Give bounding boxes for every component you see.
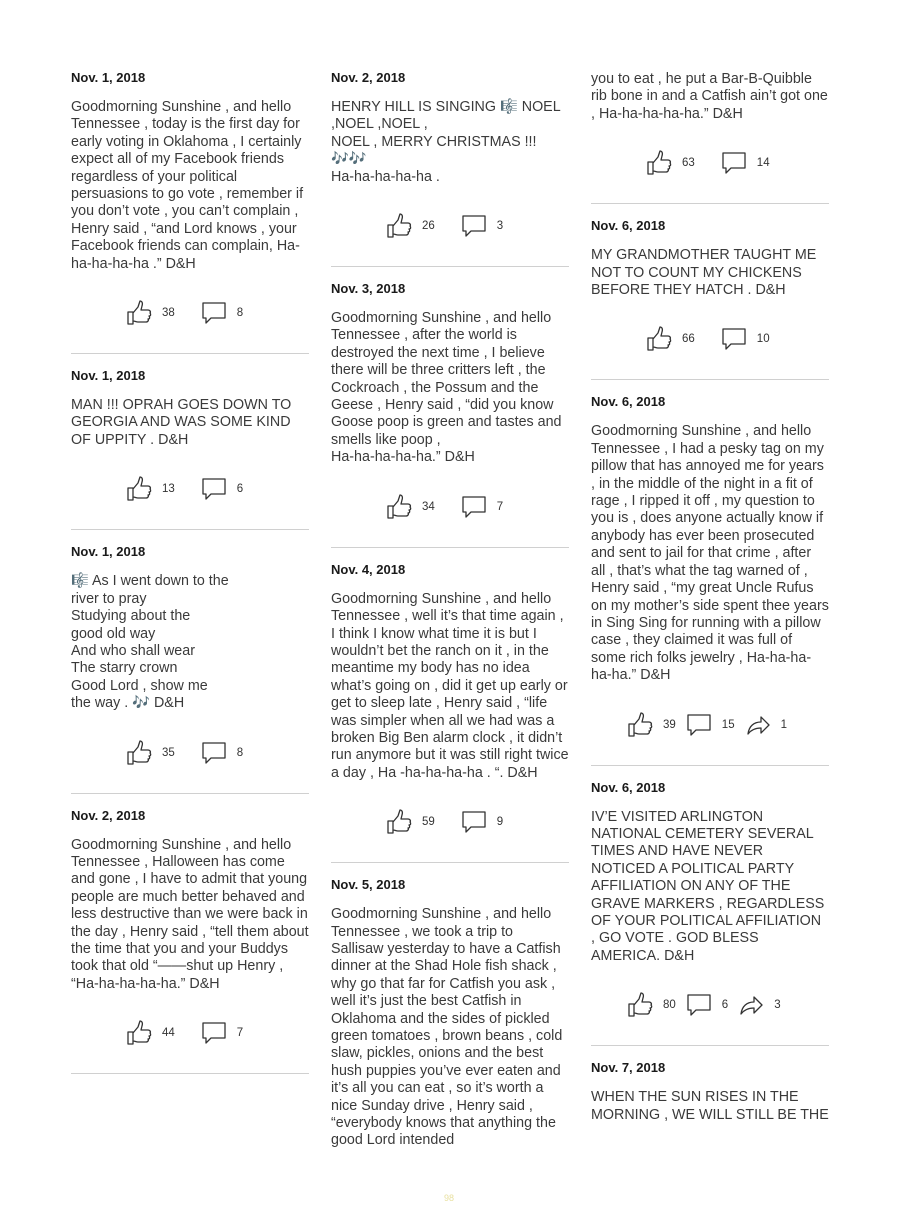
comment-count: 6 <box>721 999 729 1012</box>
thumbs-up-icon <box>627 992 653 1018</box>
post <box>71 544 309 793</box>
thumbs-up-icon <box>646 326 672 352</box>
comment-icon <box>686 712 712 738</box>
post-date: Nov. 6, 2018 <box>591 779 666 795</box>
post-date: Nov. 1, 2018 <box>71 544 146 560</box>
post-date: Nov. 1, 2018 <box>71 368 146 384</box>
thumbs-up-icon <box>386 494 412 520</box>
post-date: Nov. 2, 2018 <box>71 807 146 823</box>
post-stats <box>71 471 309 507</box>
share-count: 1 <box>780 718 787 731</box>
comment-icon <box>201 300 227 326</box>
post-date: Nov. 4, 2018 <box>331 561 406 577</box>
post-text: MAN !!! OPRAH GOES DOWN TO GEORGIA AND WAS SOME KIND OF UPPITY . D&H <box>71 397 296 448</box>
post-text: MY GRANDMOTHER TAUGHT ME NOT TO COUNT MY CHICKENS BEFORE THEY HATCH . D&H <box>591 247 821 299</box>
share-button[interactable] <box>738 992 780 1018</box>
divider <box>71 1073 309 1074</box>
comment-button[interactable] <box>201 740 243 766</box>
post-date: Nov. 2, 2018 <box>331 70 406 85</box>
thumbs-up-icon <box>126 476 152 502</box>
like-button[interactable] <box>126 740 175 766</box>
comment-icon <box>721 326 747 352</box>
post-text: Goodmorning Sunshine , and hello Tennessee , I had a pesky tag on my pillow that has annoyed me for years , in the middle of the night in a fit of rage , I ripped it off , my question to you is , does anyone actually know if anybody has ever been prosecuted and sent to jail for that crime , after all , that’s what the tag warned of , Henry said , “my great Uncle Rufus on my mother’s side spent thee years in Sing Sing for running with a pillow case , they claimed it was full of some rich folks jewelry , Ha-ha-ha-ha-ha.” D&H <box>591 423 833 684</box>
comment-count: 8 <box>236 746 244 759</box>
comment-button[interactable] <box>201 1020 243 1046</box>
like-count: 35 <box>162 746 175 759</box>
post <box>591 780 829 1047</box>
post <box>71 808 309 1075</box>
like-button[interactable] <box>646 150 695 176</box>
like-count: 63 <box>682 157 695 170</box>
like-button[interactable] <box>646 326 695 352</box>
post-stats <box>71 1015 309 1051</box>
post <box>331 281 569 548</box>
comment-count: 3 <box>496 220 504 233</box>
post-stats <box>591 987 829 1023</box>
post-text: Goodmorning Sunshine , and hello Tennessee , Halloween has come and gone , I have to admit that young people are much better behaved and less destructive than we were back in the day , Henry said , “tell them about the time that you and your Buddys took that old “——shut up Henry , “Ha-ha-ha-ha-ha.” D&H <box>71 836 309 992</box>
post <box>591 1060 829 1124</box>
post-text: 🎼 As I went down to the river to pray Studying about the good old way And who shall wear The starry crown Good Lord , show me the way . 🎶 D&H <box>71 573 229 712</box>
comment-count: 14 <box>756 157 770 170</box>
post-text: HENRY HILL IS SINGING 🎼 NOEL ,NOEL ,NOEL , NOEL , MERRY CHRISTMAS !!! 🎶🎶 Ha-ha-ha-ha-ha . <box>331 99 561 185</box>
like-button[interactable] <box>627 992 676 1018</box>
post <box>331 70 569 267</box>
comment-icon <box>461 213 487 239</box>
divider <box>591 203 829 204</box>
comment-count: 8 <box>236 307 244 320</box>
divider <box>71 529 309 530</box>
comment-button[interactable] <box>721 150 770 176</box>
post-stats <box>71 735 309 771</box>
post-stats <box>591 145 829 181</box>
comment-icon <box>201 1020 227 1046</box>
comment-icon <box>461 809 487 835</box>
comment-count: 7 <box>236 1027 244 1040</box>
comment-button[interactable] <box>686 992 728 1018</box>
post <box>591 394 833 765</box>
post-date: Nov. 5, 2018 <box>331 877 406 893</box>
divider <box>591 765 829 766</box>
divider <box>591 1045 829 1046</box>
divider <box>331 862 569 863</box>
comment-count: 6 <box>236 483 244 496</box>
thumbs-up-icon <box>126 1020 152 1046</box>
post-date: Nov. 6, 2018 <box>591 394 666 410</box>
thumbs-up-icon <box>386 809 412 835</box>
post <box>71 70 309 354</box>
share-button[interactable] <box>745 712 787 738</box>
divider <box>591 379 829 380</box>
thumbs-up-icon <box>627 712 653 738</box>
comment-button[interactable] <box>461 213 503 239</box>
comment-icon <box>461 494 487 520</box>
like-count: 80 <box>663 999 676 1012</box>
post-stats <box>331 804 569 840</box>
divider <box>71 793 309 794</box>
thumbs-up-icon <box>126 300 152 326</box>
divider <box>331 266 569 267</box>
comment-button[interactable] <box>461 809 503 835</box>
like-button[interactable] <box>126 300 175 326</box>
column-1 <box>71 62 309 1088</box>
thumbs-up-icon <box>646 150 672 176</box>
share-count: 3 <box>774 999 781 1012</box>
post-text: Goodmorning Sunshine , and hello Tennessee , after the world is destroyed the next time , I believe there will be three critters left , the Cockroach , the Possum and the Geese , Henry said , “did you know Goose poop is green and tastes and smells like poop , Ha-ha-ha-ha-ha.” D&H <box>331 310 562 466</box>
share-icon <box>745 712 771 738</box>
column-2 <box>331 62 573 1150</box>
post-text: Goodmorning Sunshine , and hello Tennessee , today is the first day for early voting in Oklahoma , I certainly expect all of my Facebook friends regardless of your political persuasions to go vote , remember if you don’t vote , you can’t complain , Henry said , “and Lord knows , your Facebook friends can complain, Ha-ha-ha-ha-ha .” D&H <box>71 99 308 272</box>
post-stats <box>331 489 569 525</box>
divider <box>331 547 569 548</box>
like-count: 39 <box>663 718 676 731</box>
comment-button[interactable] <box>461 494 503 520</box>
comment-button[interactable] <box>201 300 243 326</box>
post-date: Nov. 3, 2018 <box>331 281 406 297</box>
post-date: Nov. 6, 2018 <box>591 218 666 234</box>
post-stats <box>591 321 829 357</box>
thumbs-up-icon <box>126 740 152 766</box>
post-stats <box>591 707 829 743</box>
comment-count: 15 <box>721 718 735 731</box>
comment-count: 9 <box>496 816 504 829</box>
like-count: 13 <box>162 483 175 496</box>
post-date: Nov. 1, 2018 <box>71 70 146 85</box>
comment-count: 10 <box>756 333 770 346</box>
like-count: 34 <box>422 500 435 513</box>
like-count: 66 <box>682 333 695 346</box>
post <box>71 368 309 530</box>
like-button[interactable] <box>386 494 435 520</box>
like-button[interactable] <box>386 213 435 239</box>
post-stats <box>71 295 309 331</box>
comment-icon <box>721 150 747 176</box>
post <box>331 561 573 863</box>
page-number: 98 <box>443 1193 454 1203</box>
comment-icon <box>201 476 227 502</box>
post <box>591 71 832 204</box>
like-button[interactable] <box>126 1020 175 1046</box>
post-text: you to eat , he put a Bar-B-Quibble rib bone in and a Catfish ain’t got one , Ha-ha-ha-ha-ha.” D&H <box>591 71 832 122</box>
like-button[interactable] <box>126 476 175 502</box>
like-count: 59 <box>422 816 435 829</box>
post-text: Goodmorning Sunshine , and hello Tennessee , well it’s that time again , I think I know what time it is but I wouldn’t bet the ranch on it , in the meantime my body has no idea what’s going on , did it get up early or get to sleep late , Henry said , “life was simpler when all we had was a broken Big Ben alarm clock , it didn’t run anymore but it was still right twice a day , Ha -ha-ha-ha-ha . “. D&H <box>331 590 573 781</box>
comment-button[interactable] <box>721 326 770 352</box>
post-date: Nov. 7, 2018 <box>591 1060 666 1076</box>
column-3 <box>591 62 833 1124</box>
like-button[interactable] <box>386 809 435 835</box>
share-icon <box>738 992 764 1018</box>
post <box>331 877 569 1150</box>
post-text: Goodmorning Sunshine , and hello Tennessee , we took a trip to Sallisaw yesterday to have a Catfish dinner at the Shad Hole fish shack , why go that far for Catfish you ask , well it’s just the best Catfish in Oklahoma and the sides of pickled green tomatoes , brown beans , cold slaw, pickles, onions and the best hush puppies you’ve ever eaten and it’s all you can eat , so it’s worth a nice Sunday drive , Henry said , “everybody knows that anything the good Lord intended <box>331 906 567 1149</box>
like-count: 38 <box>162 307 175 320</box>
like-count: 26 <box>422 220 435 233</box>
divider <box>71 353 309 354</box>
like-count: 44 <box>162 1027 175 1040</box>
comment-icon <box>686 992 712 1018</box>
thumbs-up-icon <box>386 213 412 239</box>
comment-button[interactable] <box>686 712 735 738</box>
post <box>591 218 829 380</box>
comment-count: 7 <box>496 500 504 513</box>
comment-button[interactable] <box>201 476 243 502</box>
post-stats <box>331 208 569 244</box>
comment-icon <box>201 740 227 766</box>
post-text: WHEN THE SUN RISES IN THE MORNING , WE WILL STILL BE THE <box>591 1089 829 1123</box>
like-button[interactable] <box>627 712 676 738</box>
post-text: IV’E VISITED ARLINGTON NATIONAL CEMETERY SEVERAL TIMES AND HAVE NEVER NOTICED A POLITICAL PARTY AFFILIATION ON ANY OF THE GRAVE MARKERS , REGARDLESS OF YOUR POLITICAL AFFILIATION , GO VOTE . GOD BLESS AMERICA. D&H <box>591 808 829 964</box>
